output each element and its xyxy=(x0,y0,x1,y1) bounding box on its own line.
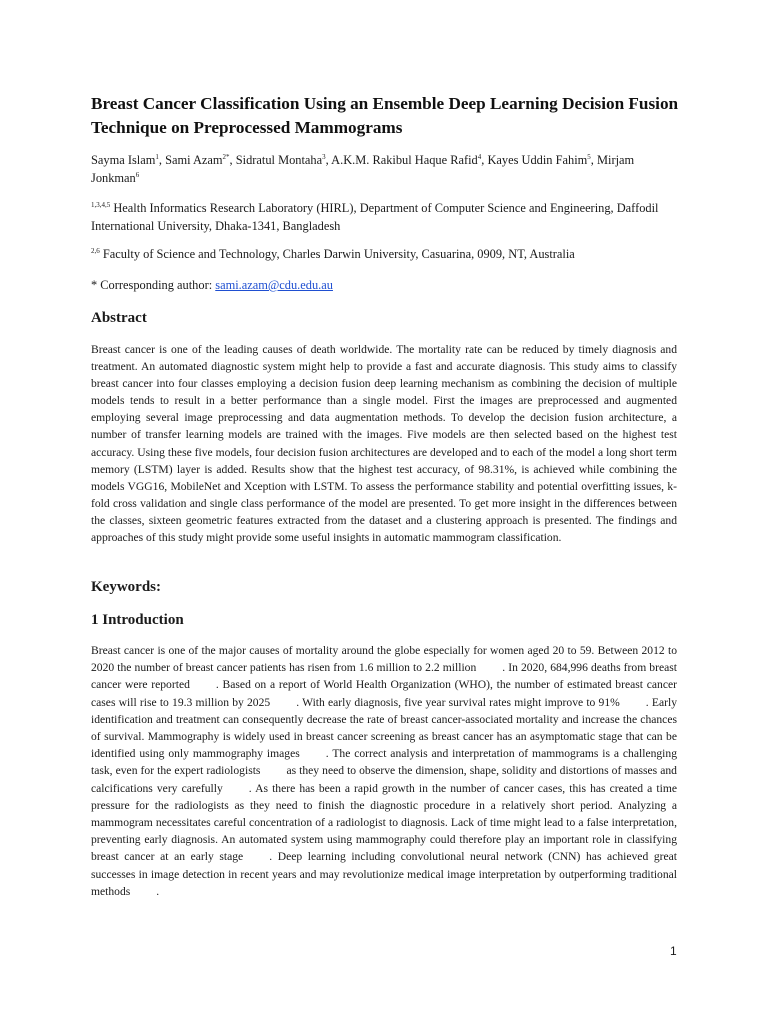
author-name: Sayma Islam xyxy=(91,153,156,167)
author-superscript: 2* xyxy=(222,153,230,161)
author-superscript: 6 xyxy=(135,170,140,179)
affiliation xyxy=(91,200,691,235)
keywords-heading: Keywords: xyxy=(91,579,161,595)
author-name: Mirjam Jonkman xyxy=(91,153,635,185)
intro-segment: as they need to observe the dimension, shape, solidity and distortions of masses and calcifications very carefully xyxy=(91,764,677,795)
author-name: Sami Azam xyxy=(165,153,223,167)
intro-segment: . Based on a report of World Health Organization (WHO), the number of estimated breast cancer cases will rise to 19.3 million by 2025 xyxy=(91,678,677,709)
affiliation-text: Faculty of Science and Technology, Charles Darwin University, Casuarina, 0909, NT, Australia xyxy=(102,247,575,261)
intro-segment: Breast cancer is one of the major causes of mortality around the globe especially for women aged 20 to 59. Between 2012 to 2020 the number of breast cancer patients has risen from 1.6 million to 2.2 million xyxy=(91,644,677,675)
author-superscript: 5 xyxy=(587,153,591,161)
affiliation xyxy=(91,246,691,264)
introduction-text xyxy=(91,642,677,900)
corresponding-email-link[interactable]: sami.azam@cdu.edu.au xyxy=(215,278,333,292)
author-list: Sayma Islam$^1$, Sami Azam$^{2*}$, Sidratul Montaha$^3$, A.K.M. Rakibul Haque Rafid$^4$, Kayes Uddin Fahim$^5$, Mirjam Jonkman$^6$ xyxy=(91,153,635,185)
intro-segment: . The correct analysis and interpretation of mammograms is a challenging task, even for the expert radiologists xyxy=(91,747,677,778)
author-name: Kayes Uddin Fahim xyxy=(487,153,588,167)
author-superscript: 4 xyxy=(477,153,482,161)
affiliation-text: Health Informatics Research Laboratory (HIRL), Department of Computer Science and Engineering, Daffodil International University, Dhaka-1341, Bangladesh xyxy=(91,201,659,233)
affiliation-superscript: 1,3,4,5 xyxy=(91,201,111,209)
abstract-text: Breast cancer is one of the leading causes of death worldwide. The mortality rate can be reduced by timely diagnosis and treatment. An automated diagnostic system might help to provide a fast and accurate diagnosis. This study aims to classify breast cancer into four classes employing a decision fusion deep learning mechanism as combining the decision of multiple models tends to result in a better performance than a single model. First the images are preprocessed and augmented employing several image preprocessing and data augmentation methods. To develop the decision fusion architecture, a number of transfer learning models are trained with the images. Five models are then selected based on the highest test accuracy. Using these five models, four decision fusion architectures are developed and to each of the model a long short term memory (LSTM) layer is added. Results show that the highest test accuracy, of 98.31%, is achieved while combining the models VGG16, MobileNet and Xception with LSTM. To assess the performance stability and potential overfitting issues, k-fold cross validation and single class performance of the model are presented. To get more insight in the differences between the classes, sixteen geometric features extracted from the dataset and a clustering approach is presented. The findings and approaches of this study might provide some useful insights in automatic mammogram classification. xyxy=(91,343,677,545)
corresponding-label: * Corresponding author: xyxy=(91,278,213,292)
intro-segment: . Deep learning including convolutional neural network (CNN) has achieved great successes in image detection in recent years and may revolutionize medical image interpretation by outperforming traditional methods xyxy=(91,850,678,898)
introduction-heading: 1 Introduction xyxy=(91,612,184,628)
intro-segment: . xyxy=(156,884,160,898)
author-superscript: 3 xyxy=(322,153,326,161)
intro-segment: . In 2020, 684,996 deaths from breast cancer were reported xyxy=(91,661,677,692)
affiliation-superscript: 2,6 xyxy=(91,247,100,255)
intro-segment: . With early diagnosis, five year survival rates might improve to 91% xyxy=(296,695,620,709)
page-number: 1 xyxy=(670,944,677,958)
abstract-heading: Abstract xyxy=(91,310,147,326)
paper-title: Breast Cancer Classification Using an Ensemble Deep Learning Decision Fusion Technique on Preprocessed Mammograms xyxy=(91,94,679,137)
corresponding-author xyxy=(91,277,691,295)
intro-segment: . As there has been a rapid growth in the number of cancer cases, this has created a time pressure for the radiologists as they need to finish the diagnostic procedure in a relatively short period. Analyzing a mammogram necessitates careful concentration of a radiologist to diagnosis. Lack of time might lead to a false interpretation, preventing early diagnosis. An automated system using mammography could therefore play an important role in classifying breast cancer at an early stage xyxy=(91,781,677,864)
author-superscript: 1 xyxy=(155,153,159,161)
author-name: A.K.M. Rakibul Haque Rafid xyxy=(331,153,478,167)
intro-segment: . Early identification and treatment can consequently decrease the rate of breast cancer-associated mortality and increase the chances of survival. Mammography is widely used in breast cancer screening as breast cancer has an asymptomatic stage that can be identified using only mammography images xyxy=(91,695,677,761)
author-name: Sidratul Montaha xyxy=(235,153,323,167)
